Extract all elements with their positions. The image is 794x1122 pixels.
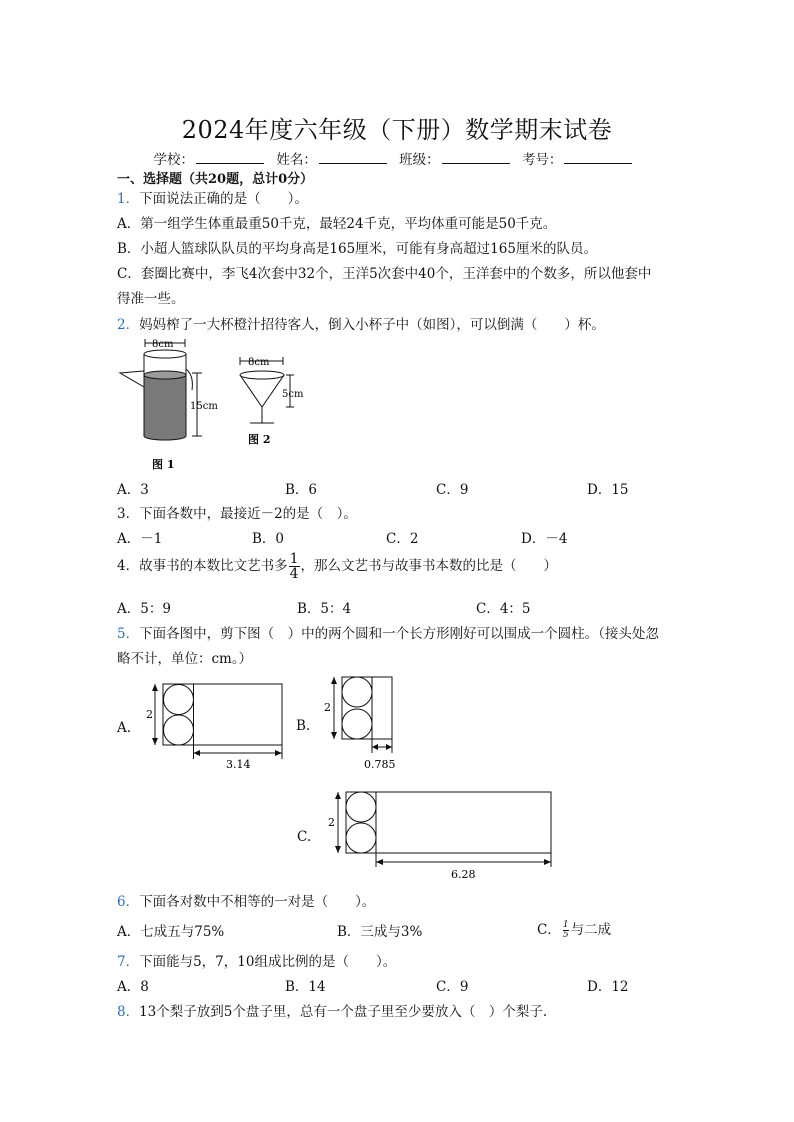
q2-figures (112, 335, 327, 475)
q3-stem (117, 502, 357, 522)
exam-no-label: 考号： (521, 152, 563, 168)
q6-frac-num: 1 (562, 920, 569, 930)
q2-number: 2． (117, 317, 140, 333)
class-blank[interactable] (442, 150, 510, 164)
q3-stem-text: 下面各数中，最接近－2的是（ ）。 (139, 506, 357, 522)
q4-number: 4． (117, 558, 140, 574)
q5a-height-label: 2 (146, 708, 153, 721)
fig1-caption: 图 1 (152, 458, 175, 471)
exam-no-blank[interactable] (564, 150, 632, 164)
q5-stem-text: 下面各图中，剪下图（ ）中的两个圆和一个长方形刚好可以围成一个圆柱。（接头处忽 (139, 626, 659, 642)
page-title: 2024年度六年级（下册）数学期末试卷 (181, 116, 613, 144)
school-blank[interactable] (196, 150, 264, 164)
section-heading: 一、选择题（共20题，总计0分） (117, 172, 314, 187)
q7-option-b: B．14 (285, 979, 326, 995)
q3-option-c: C．2 (386, 531, 419, 547)
q3-option-d: D．－4 (521, 531, 568, 547)
q2-option-a: A．3 (117, 482, 149, 498)
q1-stem (117, 187, 308, 207)
q2-option-c: C．9 (436, 482, 469, 498)
q1-number: 1． (117, 191, 140, 207)
fig1-width-label: 8cm (152, 339, 174, 350)
q6-stem-text: 下面各对数中不相等的一对是（ ）。 (139, 894, 376, 910)
q8-number: 8． (117, 1004, 140, 1020)
q4-stem-pre: 故事书的本数比文艺书多 (139, 558, 288, 574)
glass-figure (240, 357, 304, 446)
q6-option-c-suffix: 与二成 (570, 922, 612, 938)
q5-number: 5． (117, 626, 140, 642)
q7-option-d: D．12 (587, 979, 629, 995)
q1-option-a: A．第一组学生体重最重50千克，最轻24千克，平均体重可能是50千克。 (117, 216, 557, 232)
q6-option-c (537, 918, 611, 940)
q5c-height-label: 2 (328, 816, 335, 829)
class-label: 班级： (399, 152, 440, 168)
q1-stem-text: 下面说法正确的是（ ）。 (139, 191, 308, 207)
q4-option-a: A．5：9 (117, 601, 171, 617)
school-label: 学校： (153, 152, 195, 168)
q7-stem (117, 950, 396, 970)
q6-number: 6． (117, 894, 140, 910)
q5a-length-label: 3.14 (226, 758, 251, 771)
pitcher-figure (120, 339, 218, 471)
fig2-caption: 图 2 (248, 433, 271, 446)
q2-option-b: B．6 (285, 482, 318, 498)
q8-stem (117, 1000, 547, 1020)
fig2-height-label: 5cm (282, 389, 304, 400)
q8-stem-text: 13个梨子放到5个盘子里，总有一个盘子里至少要放入（ ）个梨子. (139, 1004, 548, 1020)
q5-figure-a (140, 675, 290, 775)
q1-option-c-cont: 得准一些。 (117, 291, 185, 307)
q4-option-c: C．4：5 (476, 601, 531, 617)
q6-option-a: A．七成五与75% (117, 924, 225, 940)
fig1-height-label: 15cm (190, 401, 218, 412)
q5-figure-b (318, 670, 403, 775)
q5b-length-label: 0.785 (364, 758, 396, 771)
q3-number: 3． (117, 506, 140, 522)
q5-label-a: A. (117, 720, 132, 736)
q1-option-b: B．小超人篮球队队员的平均身高是165厘米，可能有身高超过165厘米的队员。 (117, 241, 597, 257)
q5-label-c: C. (297, 829, 312, 845)
q6-option-c-prefix: C． (537, 922, 561, 938)
q6-stem (117, 890, 375, 910)
q1-option-c: C．套圈比赛中，李飞4次套中32个，王洋5次套中40个，王洋套中的个数多，所以他套中 (117, 266, 652, 282)
q7-option-a: A．8 (117, 979, 149, 995)
q5-label-b: B. (296, 718, 311, 734)
q5-stem-cont: 略不计，单位：cm。） (117, 651, 253, 667)
q5c-length-label: 6.28 (451, 868, 476, 881)
q4-stem-post: ，那么文艺书与故事书本数的比是（ ） (300, 558, 558, 574)
fig2-width-label: 8cm (248, 357, 270, 368)
q7-stem-text: 下面能与5，7，10组成比例的是（ ）。 (139, 954, 397, 970)
q4-option-b: B．5：4 (297, 601, 352, 617)
name-label: 姓名： (276, 152, 317, 168)
q5-stem (117, 622, 659, 642)
name-blank[interactable] (319, 150, 387, 164)
q4-frac-num: 1 (289, 551, 299, 567)
q4-fraction (289, 552, 300, 581)
q7-number: 7． (117, 954, 140, 970)
q6-option-b: B．三成与3% (337, 924, 423, 940)
q6-frac-den: 5 (562, 930, 569, 940)
q3-option-b: B．0 (252, 531, 285, 547)
q4-frac-den: 4 (289, 566, 299, 582)
q6-fraction (563, 921, 569, 940)
q5b-height-label: 2 (324, 701, 331, 714)
q2-stem-text: 妈妈榨了一大杯橙汁招待客人，倒入小杯子中（如图），可以倒满（ ）杯。 (139, 317, 605, 333)
q7-option-c: C．9 (436, 979, 469, 995)
q2-option-d: D．15 (587, 482, 629, 498)
q2-stem (117, 313, 605, 333)
student-info-row (0, 148, 794, 168)
q4-stem (117, 552, 557, 581)
q3-option-a: A．－1 (117, 531, 163, 547)
q5-figure-c (320, 786, 560, 882)
